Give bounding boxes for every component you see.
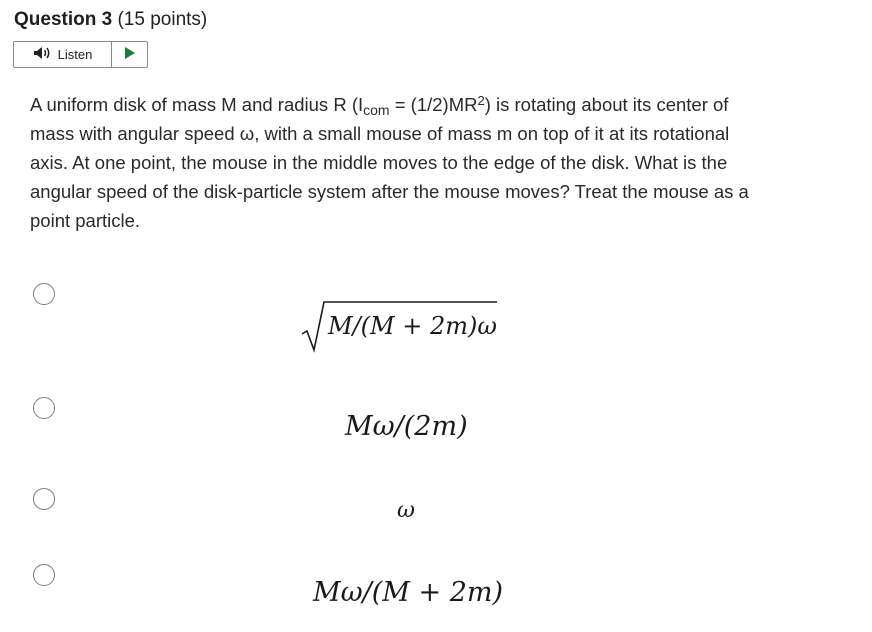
option-1-text: M/(M + 2m)ω [328,312,497,340]
option-3-formula: ω [397,498,415,523]
question-number: Question 3 [14,9,113,30]
play-icon [124,46,136,64]
listen-button[interactable] [14,42,112,67]
question-text: A uniform disk of mass M and radius R $(I_{com} = (1/2)MR^2)$ is rotating about its center of mass with angular speed ω, with a small mouse of mass m on top of it at its rotational axis. At one point, the mouse in the middle moves to the edge of the disk. What is the angular speed of the disk-particle system after the mouse moves? Treat the mouse as a point particle. [30,93,749,231]
option-2-formula: Mω/(2m) [345,411,468,442]
option-4-radio[interactable] [33,564,55,586]
play-button[interactable] [112,42,147,67]
question-header [14,9,207,31]
option-1-radio[interactable] [33,283,55,305]
option-4-formula: Mω/(M + 2m) [313,577,504,608]
listen-control [13,41,148,68]
listen-label: Listen [57,47,93,62]
option-2-radio[interactable] [33,397,55,419]
speaker-icon [33,46,53,63]
question-points: (15 points) [117,9,208,30]
option-3-radio[interactable] [33,488,55,510]
